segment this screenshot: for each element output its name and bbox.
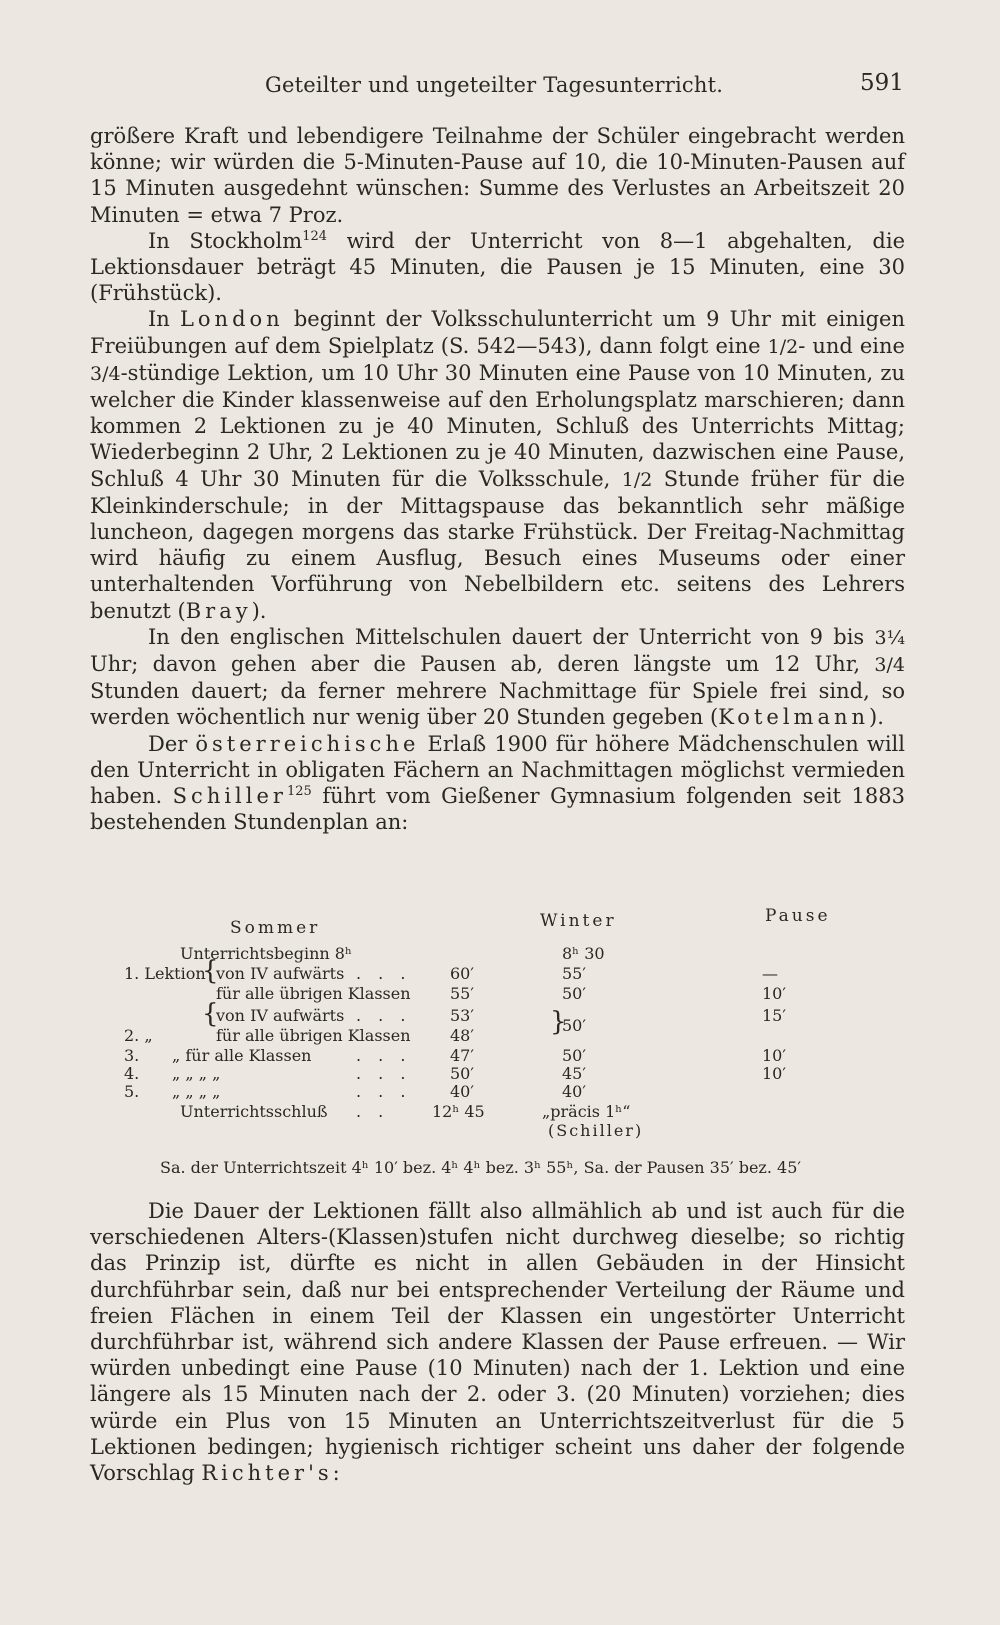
table-row: { von IV aufwärts . . . 53′ } 15′ — [202, 999, 786, 1037]
emphasis-word: österreichische — [195, 731, 420, 756]
author-name: Kotelmann — [718, 705, 870, 730]
schedule-source: (Schiller) — [548, 1121, 644, 1140]
table-row: 2. „ für alle übrigen Klassen 48′ 50′ — [124, 1016, 586, 1045]
paragraph-conclusion: Die Dauer der Lektionen fällt also allmählich ab und ist auch für die verschiedenen Alters-(Klassen)stufen nicht durchweg dieselbe; so richtig das Prinzip ist, dürfte es nicht in allen Gebäuden in der Hinsicht durchführbar sein, daß nur bei entsprechender Verteilung der Räume und freien Flächen in einem Teil der Klassen ein ungestörter Unterricht durchführbar ist, während sich andere Klassen der Pause erfreuen. — Wir würden unbedingt eine Pause (10 Minuten) nach der 1. Lektion und eine längere als 15 Minuten nach der 2. oder 3. (20 Minuten) vorziehen; dies würde ein Plus von 15 Minuten an Unterrichtszeitverlust für die 5 Lektionen bedingen; hygienisch richtiger scheint uns daher der folgende Vorschlag Richter's: — [90, 1199, 905, 1486]
page-number: 591 — [860, 70, 904, 96]
table-row: 3. „ für alle Klassen . . . 47′ 50′ 10′ — [124, 1046, 786, 1065]
author-name: Richter's — [201, 1461, 333, 1486]
schedule-total: Sa. der Unterrichtszeit 4ʰ 10′ bez. 4ʰ 4ʰ bez. 3ʰ 55ʰ, Sa. der Pausen 35′ bez. 45′ — [160, 1158, 802, 1177]
column-head-pause: Pause — [765, 906, 831, 926]
paragraph-mittelschulen: In den englischen Mittelschulen dauert der Unterricht von 9 bis 3¼ Uhr; davon gehen aber die Pausen ab, deren längste um 12 Uhr, 3/4 Stunden dauert; da ferner mehrere Nachmittage für Spiele frei sind, so werden wöchentlich nur wenig über 20 Stunden gegeben (Kotelmann). — [90, 624, 905, 730]
author-name: Bray — [185, 598, 252, 623]
place-name: London — [179, 307, 284, 332]
paragraph-london: In London beginnt der Volksschulunterricht um 9 Uhr mit einigen Freiübungen auf dem Spielplatz (S. 542—543), dann folgt eine 1/2- und eine 3/4-stündige Lektion, um 10 Uhr 30 Minuten eine Pause von 10 Minuten, zu welcher die Kinder klassenweise auf den Erholungsplatz marschieren; dann kommen 2 Lektionen zu je 40 Minuten, Schluß des Unterrichts Mittag; Wiederbeginn 2 Uhr, 2 Lektionen zu je 40 Minuten, dazwischen eine Pause, Schluß 4 Uhr 30 Minuten für die Volksschule, 1/2 Stunde früher für die Kleinkinderschule; in der Mittagspause das bekanntlich sehr mäßige luncheon, dagegen morgens das starke Frühstück. Der Freitag-Nachmittag wird häufig zu einem Ausflug, Besuch eines Museums oder einer unterhaltenden Vorführung von Nebelbildern etc. seitens des Lehrers benutzt (Bray). — [90, 307, 906, 623]
paragraph-oesterreich: Der österreichische Erlaß 1900 für höhere Mädchenschulen will den Unterricht in obligaten Fächern an Nachmittagen möglichst vermieden haben. Schiller$^{125}$ führt vom Gießener Gymnasium folgenden seit 1883 bestehenden Stundenplan an: — [90, 731, 905, 835]
author-name: Schiller — [172, 784, 287, 809]
column-head-summer: Sommer — [230, 918, 321, 938]
running-title: Geteilter und ungeteilter Tagesunterricht. — [265, 73, 724, 97]
table-row: Unterrichtsschluß . . 12ʰ 45 „präcis 1ʰ“ — [180, 1102, 631, 1121]
paragraph-continuation: größere Kraft und lebendigere Teilnahme der Schüler eingebracht werden könne; wir würden die 5-Minuten-Pause auf 10, die 10-Minuten-Pausen auf 15 Minuten ausgedehnt wünschen: Summe des Verlustes an Arbeitszeit 20 Minuten = etwa 7 Proz. — [90, 124, 905, 227]
table-row: 4. „ „ „ „ . . . 50′ 45′ 10′ — [124, 1064, 786, 1083]
paragraph-stockholm: In Stockholm$^{124}$ wird der Unterricht von 8—1 abgehalten, die Lektionsdauer beträgt 45 Minuten, die Pausen je 15 Minuten, eine 30 (Frühstück). — [90, 228, 905, 306]
table-row: 1. Lektion { von IV aufwärts . . . 60′ 55′ — — [124, 956, 778, 986]
column-head-winter: Winter — [540, 911, 617, 931]
footnote-ref: 125 — [286, 784, 312, 800]
body-text-lower — [90, 1198, 905, 1486]
table-row: für alle übrigen Klassen 55′ 50′ 10′ — [216, 984, 786, 1003]
table-row: Unterrichtsbeginn 8ʰ 8ʰ 30 — [180, 944, 605, 963]
body-text-upper — [90, 123, 905, 835]
table-row: 5. „ „ „ „ . . . 40′ 40′ — [124, 1082, 586, 1101]
footnote-ref: 124 — [302, 228, 328, 244]
